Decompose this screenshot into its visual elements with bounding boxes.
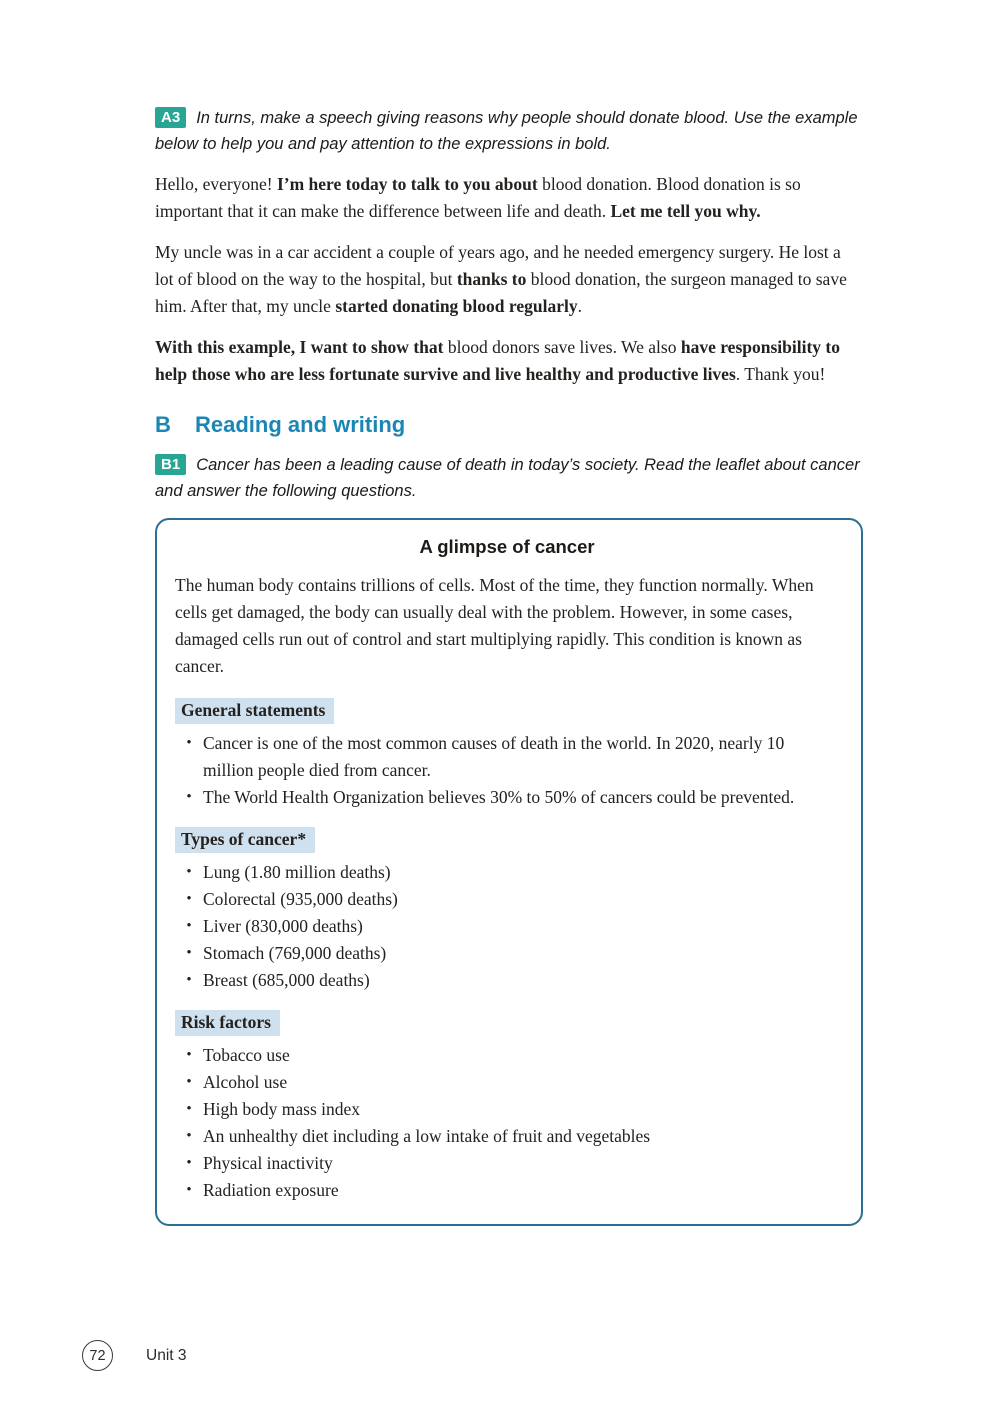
speech-text: blood donors save lives. We also [443, 337, 681, 357]
speech-bold-expression: I’m here today to talk to you about [276, 174, 538, 194]
bullet-item [175, 940, 839, 967]
speech-bold-expression: started donating blood regularly [335, 296, 578, 316]
bullet-text: Radiation exposure [203, 1180, 339, 1200]
page-number-badge [82, 1340, 113, 1371]
leaflet-sections [175, 698, 839, 1204]
bullet-item [175, 1177, 839, 1204]
speech-text: . Thank you! [735, 364, 826, 384]
speech-text: blood donation. Blood donation is so important that it can make the difference between life and death. [155, 174, 801, 221]
bullet-icon: • [186, 972, 192, 988]
leaflet-intro: The human body contains trillions of cells. Most of the time, they function normally. When cells get damaged, the body can usually deal with the problem. However, in some cases, damaged cells run out of control and start multiplying rapidly. This condition is known as cancer. [175, 575, 814, 676]
bullet-item [175, 1150, 839, 1177]
bullet-icon: • [186, 789, 192, 805]
bullet-text: Alcohol use [203, 1072, 288, 1092]
bullet-text: Tobacco use [203, 1045, 290, 1065]
speech-text: Hello, everyone! [155, 174, 277, 194]
speech-paragraph [155, 334, 863, 388]
bullet-item [175, 913, 839, 940]
speech-text: My uncle was in a car accident a couple of years ago, and he needed emergency surgery. He lost a lot of blood on the way to the hospital, but [155, 242, 841, 289]
bullet-text: The World Health Organization believes 30% to 50% of cancers could be prevented. [203, 787, 795, 807]
bullet-text: Lung (1.80 million deaths) [203, 862, 391, 882]
bullet-icon: • [186, 1047, 192, 1063]
leaflet-section [175, 698, 839, 811]
bullet-icon: • [186, 735, 192, 751]
leaflet-title: A glimpse of cancer [419, 536, 595, 557]
bullet-text: Stomach (769,000 deaths) [203, 943, 387, 963]
bullet-item [175, 859, 839, 886]
section-b-letter: B [155, 412, 171, 437]
speech-text: . [577, 296, 582, 316]
speech-text: blood donation, the surgeon managed to save him. After that, my uncle [155, 269, 847, 316]
bullet-text: Physical inactivity [203, 1153, 333, 1173]
speech-example [155, 171, 863, 388]
speech-bold-expression: With this example, I want to show that [155, 337, 444, 357]
leaflet-section [175, 1010, 839, 1204]
bullet-item [175, 967, 839, 994]
speech-paragraph [155, 239, 863, 320]
leaflet-section [175, 827, 839, 994]
bullet-item [175, 1069, 839, 1096]
bullet-item [175, 784, 839, 811]
bullet-icon: • [186, 1074, 192, 1090]
bullet-text: An unhealthy diet including a low intake of fruit and vegetables [203, 1126, 651, 1146]
bullet-text: Colorectal (935,000 deaths) [203, 889, 398, 909]
bullet-text: High body mass index [203, 1099, 361, 1119]
bullet-text: Cancer is one of the most common causes of death in the world. In 2020, nearly 10 million people died from cancer. [203, 733, 785, 780]
section-b-title: Reading and writing [195, 412, 406, 437]
exercise-b1-instruction-text: Cancer has been a leading cause of death in today’s society. Read the leaflet about cancer and answer the following questions. [155, 456, 860, 500]
exercise-a3-badge: A3 [155, 107, 186, 128]
bullet-text: Breast (685,000 deaths) [203, 970, 370, 990]
leaflet-section-heading: Risk factors [175, 1010, 280, 1036]
section-b-heading [155, 412, 863, 438]
bullet-item [175, 730, 839, 784]
bullet-icon: • [186, 1128, 192, 1144]
page-footer [82, 1340, 187, 1371]
bullet-text: Liver (830,000 deaths) [203, 916, 363, 936]
exercise-b1-instruction [155, 452, 863, 504]
speech-paragraph [155, 171, 863, 225]
unit-label: Unit 3 [146, 1346, 187, 1364]
leaflet-section-heading: Types of cancer* [175, 827, 315, 853]
speech-bold-expression: Let me tell you why. [610, 201, 761, 221]
speech-bold-expression: thanks to [456, 269, 527, 289]
page-content [155, 105, 863, 1226]
bullet-icon: • [186, 1101, 192, 1117]
page-number: 72 [89, 1347, 106, 1364]
speech-bold-expression: have responsibility to help those who are less fortunate survive and live healthy and productive lives [155, 337, 840, 384]
bullet-icon: • [186, 945, 192, 961]
bullet-item [175, 886, 839, 913]
bullet-icon: • [186, 918, 192, 934]
bullet-item [175, 1096, 839, 1123]
bullet-item [175, 1123, 839, 1150]
exercise-a3-instruction [155, 105, 863, 157]
bullet-icon: • [186, 864, 192, 880]
cancer-leaflet-box [155, 518, 863, 1226]
bullet-icon: • [186, 1155, 192, 1171]
bullet-item [175, 1042, 839, 1069]
bullet-icon: • [186, 1182, 192, 1198]
bullet-icon: • [186, 891, 192, 907]
leaflet-section-heading: General statements [175, 698, 334, 724]
exercise-b1-badge: B1 [155, 454, 186, 475]
exercise-a3-instruction-text: In turns, make a speech giving reasons why people should donate blood. Use the example below to help you and pay attention to the expressions in bold. [155, 109, 858, 153]
